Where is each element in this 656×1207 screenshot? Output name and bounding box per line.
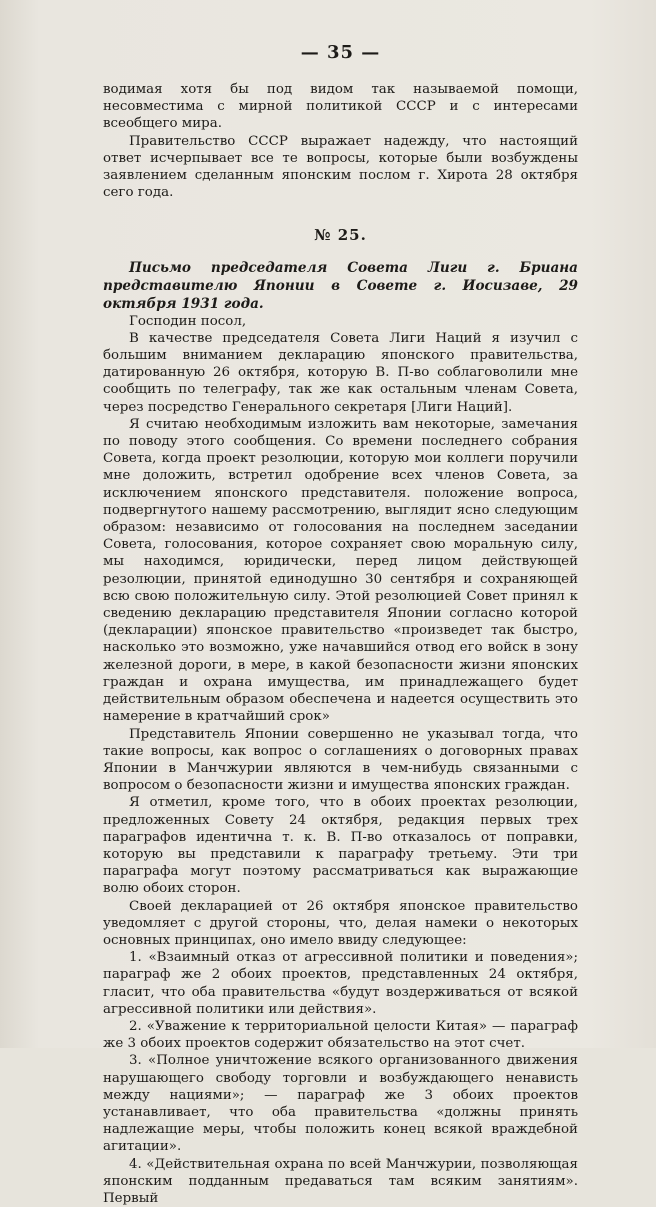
list-item: 3. «Полное уничтожение всякого организованного движения нарушающего свободу торговли и возбуждающего ненависть между нациями»; — параграф же 3 обоих проектов устанавливает, что оба правительства «должны принять надлежащие меры, чтобы положить конец всякой враждебной агитации». [103, 1053, 578, 1155]
list-item: 1. «Взаимный отказ от агрессивной политики и поведения»; параграф же 2 обоих проектов, представленных 24 октября, гласит, что оба правительства «будут воздерживаться от всякой агрессивной политики или действия». [103, 950, 578, 1017]
document-title: Письмо председателя Совета Лиги г. Бриана представителю Японии в Совете г. Иосизаве, 29 октября 1931 года. [103, 259, 578, 312]
body-text [103, 81, 578, 1207]
paragraph: Своей декларацией от 26 октября японское правительство уведомляет с другой стороны, что, делая намеки о некоторых основных принципах, оно имело ввиду следующее: [103, 898, 578, 948]
paragraph: Представитель Японии совершенно не указывал тогда, что такие вопросы, как вопрос о соглашениях о договорных правах Японии в Манчжурии являются в чем-нибудь связанными с вопросом о безопасности жизни и имущества японских граждан. [103, 726, 578, 794]
paragraph: В качестве председателя Совета Лиги Наций я изучил с большим вниманием декларацию японского правительства, датированную 26 октября, которую В. П-во соблаговолили мне сообщить по телеграфу, так же как остальным членам Совета, через посредство Генерального секретаря [Лиги Наций]. [103, 330, 578, 415]
paragraph: водимая хотя бы под видом так называемой помощи, несовместима с мирной политикой СССР и с интересами всеобщего мира. [103, 82, 578, 132]
paragraph: Правительство СССР выражает надежду, что настоящий ответ исчерпывает все те вопросы, которые были возбуждены заявлением сделанным японским послом г. Хирота 28 октября сего года. [103, 133, 578, 201]
document-number: № 25. [314, 226, 367, 245]
paragraph: Я отметил, кроме того, что в обоих проектах резолюции, предложенных Совету 24 октября, редакция первых трех параграфов идентична т. к. В. П-во отказалось от поправки, которую вы представили к параграфу третьему. Эти три параграфа могут поэтому рассматриваться как выражающие волю обоих сторон. [103, 795, 578, 897]
page-number: — 35 — [300, 42, 381, 63]
salutation: Господин посол, [129, 313, 247, 329]
list-item: 2. «Уважение к территориальной целости Китая» — параграф же 3 обоих проектов содержит обязательство на этот счет. [103, 1018, 578, 1052]
list-item: 4. «Действительная охрана по всей Манчжурии, позволяющая японским подданным предаваться там всяким занятиям». Первый [103, 1156, 578, 1206]
paragraph: Я считаю необходимым изложить вам некоторые, замечания по поводу этого сообщения. Со времени последнего собрания Совета, когда проект резолюции, которую мои коллеги поручили мне доложить, встретил одобрение всех членов Совета, за исключением японского представителя. положение вопроса, подвергнутого нашему рассмотрению, выглядит ясно следующим образом: независимо от голосования на последнем заседании Совета, голосования, которое сохраняет свою моральную силу, мы находимся, юридически, перед лицом действующей резолюции, принятой единодушно 30 сентября и сохраняющей всю свою положительную силу. Этой резолюцией Совет принял к сведению декларацию представителя Японии согласно которой (декларации) японское правительство «произведет так быстро, насколько это возможно, уже начавшийся отвод его войск в зону железной дороги, в мере, в какой безопасности жизни японских граждан и охрана имущества, им принадлежащего будет действительным образом обеспечена и надеется осуществить это намерение в кратчайший срок» [103, 416, 578, 725]
